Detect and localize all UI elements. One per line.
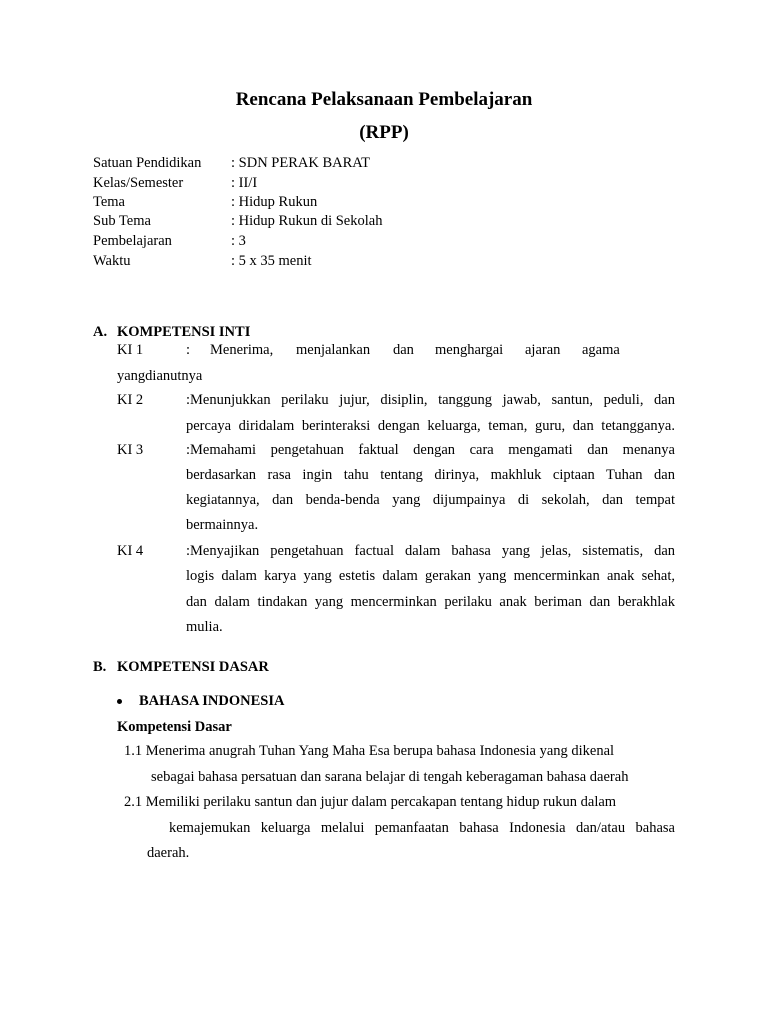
ki4-text-line: logis dalam karya yang estetis dalam gerakan yang mencerminkan anak sehat, (186, 568, 675, 584)
section-marker: B. (93, 659, 107, 675)
identity-label: Waktu (93, 253, 131, 269)
ki1-word: menghargai (435, 342, 504, 358)
identity-label: Sub Tema (93, 213, 151, 229)
identity-label: Tema (93, 194, 125, 210)
kd-heading: Kompetensi Dasar (117, 719, 232, 735)
identity-value: : 3 (231, 233, 246, 249)
ki1-continuation: yangdianutnya (117, 368, 203, 384)
ki1-word: : (186, 342, 191, 358)
ki1-word: menjalankan (296, 342, 371, 358)
section-heading: KOMPETENSI DASAR (117, 659, 269, 675)
ki1-label: KI 1 (117, 342, 144, 358)
ki2-label: KI 2 (117, 392, 144, 408)
identity-value: : Hidup Rukun di Sekolah (231, 213, 383, 229)
subject-heading: BAHASA INDONESIA (139, 693, 285, 709)
ki2-text-line: :Menunjukkan perilaku jujur, disiplin, tanggung jawab, santun, peduli, dan (186, 392, 675, 408)
kd-item-line: kemajemukan keluarga melalui pemanfaatan bahasa Indonesia dan/atau bahasa (169, 820, 675, 836)
ki3-label: KI 3 (117, 442, 144, 458)
ki3-text-line: kegiatannya, dan benda-benda yang dijumpainya di sekolah, dan tempat (186, 492, 675, 508)
identity-label: Kelas/Semester (93, 175, 184, 191)
bullet-icon (117, 699, 122, 704)
kd-item-line: 1.1 Menerima anugrah Tuhan Yang Maha Esa berupa bahasa Indonesia yang dikenal (124, 743, 615, 759)
kd-item-line: 2.1 Memiliki perilaku santun dan jujur dalam percakapan tentang hidup rukun dalam (124, 794, 617, 810)
ki1-word: ajaran (525, 342, 561, 358)
section-marker: A. (93, 324, 108, 340)
ki3-text-line: :Memahami pengetahuan faktual dengan cara mengamati dan menanya (186, 442, 675, 458)
identity-value: : II/I (231, 175, 258, 191)
document-subtitle: (RPP) (359, 122, 409, 143)
identity-value: : 5 x 35 menit (231, 253, 312, 269)
identity-label: Pembelajaran (93, 233, 172, 249)
section-heading: KOMPETENSI INTI (117, 324, 251, 340)
identity-value: : Hidup Rukun (231, 194, 318, 210)
ki3-text-line: bermainnya. (186, 517, 259, 533)
ki3-text-line: berdasarkan rasa ingin tahu tentang dirinya, makhluk ciptaan Tuhan dan (186, 467, 675, 483)
ki1-word: agama (582, 342, 620, 358)
ki4-text-line: mulia. (186, 619, 223, 635)
ki4-text-line: dan dalam tindakan yang mencerminkan perilaku anak beriman dan berakhlak (186, 594, 675, 610)
kd-item-line: daerah. (147, 845, 190, 861)
document-title: Rencana Pelaksanaan Pembelajaran (235, 89, 533, 110)
ki1-word: dan (393, 342, 414, 358)
ki1-word: Menerima, (210, 342, 274, 358)
identity-value: : SDN PERAK BARAT (231, 155, 370, 171)
kd-item-line: sebagai bahasa persatuan dan sarana belajar di tengah keberagaman bahasa daerah (151, 769, 629, 785)
ki4-label: KI 4 (117, 543, 144, 559)
ki4-text-line: :Menyajikan pengetahuan factual dalam bahasa yang jelas, sistematis, dan (186, 543, 675, 559)
ki2-text-line: percaya diridalam berinteraksi dengan keluarga, teman, guru, dan tetangganya. (186, 418, 675, 434)
identity-label: Satuan Pendidikan (93, 155, 202, 171)
